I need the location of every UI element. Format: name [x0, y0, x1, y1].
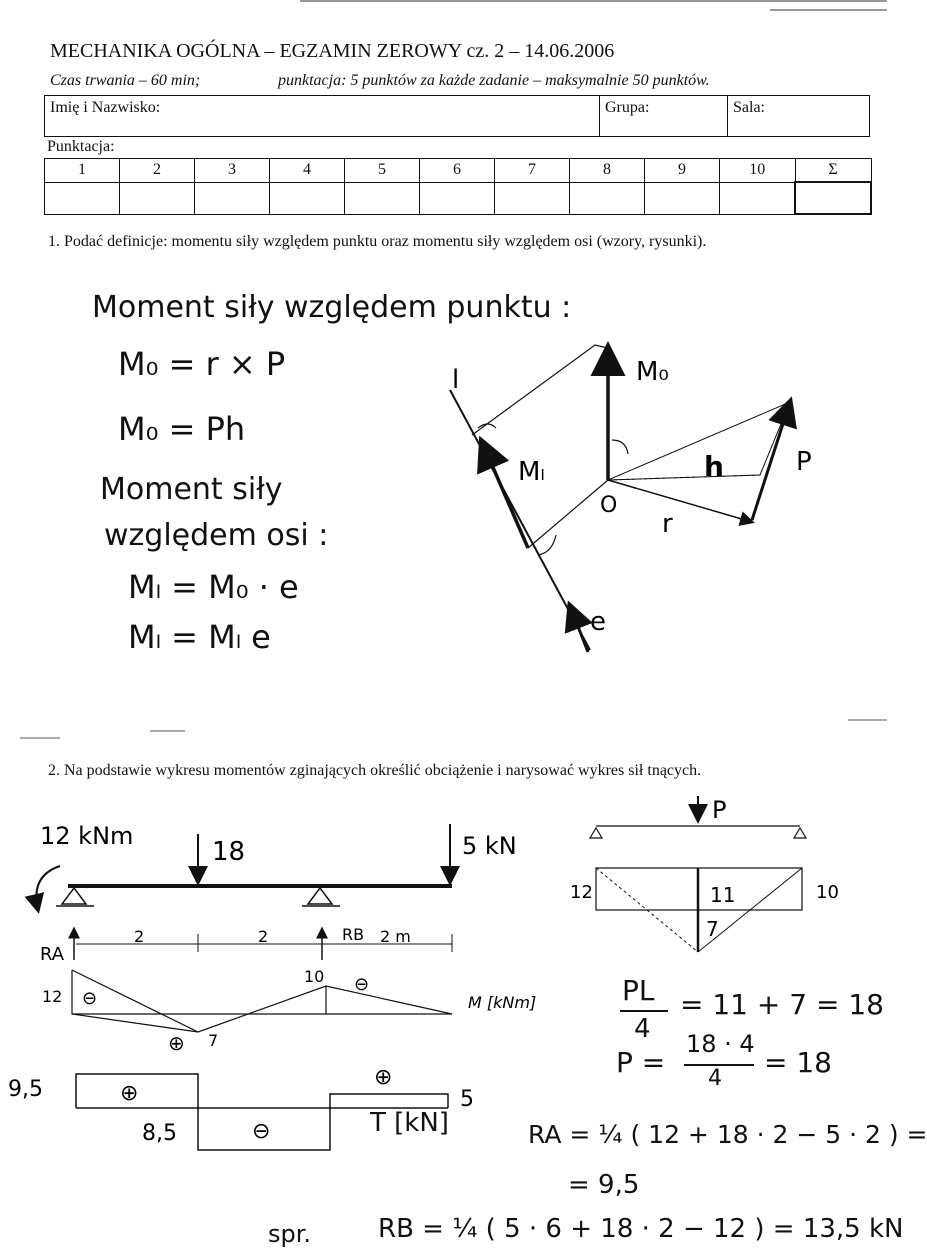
score-col-7: 7 [495, 159, 570, 183]
student-info-box [44, 95, 870, 137]
moment-sign-plus: ⊕ [168, 1031, 185, 1055]
eq2-numerator: 18 · 4 [686, 1030, 755, 1058]
score-col-sum: Σ [795, 159, 871, 183]
moment-arrow [36, 866, 60, 910]
eq2-lhs: P = [616, 1046, 666, 1079]
vector-r-arrow [608, 480, 752, 522]
name-label: Imię i Nazwisko: [50, 99, 161, 116]
shear-sign-plus-right: ⊕ [374, 1065, 393, 1090]
eq4: RB = ¼ ( 5 · 6 + 18 · 2 − 12 ) = 13,5 kN [378, 1214, 904, 1244]
side-support-right [794, 828, 806, 838]
room-label: Sala: [733, 99, 765, 116]
right-angle-mark-3 [538, 535, 556, 555]
h-triangle [608, 402, 790, 480]
vector-P-arrow [752, 402, 790, 520]
score-col-1: 1 [45, 159, 120, 183]
moment-label-left: 12 [42, 987, 63, 1006]
eq4-spr: spr. [268, 1220, 312, 1248]
shear-label-low: 8,5 [142, 1121, 177, 1146]
projection-line [528, 480, 608, 548]
score-cell-5[interactable] [345, 182, 420, 214]
score-cell-8[interactable] [570, 182, 645, 214]
label-span1: 2 [134, 927, 145, 946]
label-P: P [796, 447, 812, 477]
label-h: h [704, 450, 724, 483]
task2-question: 2. Na podstawie wykresu momentów zginających określić obciążenie i narysować wykres sił tnących. [48, 762, 702, 779]
shear-label-left: 9,5 [8, 1077, 43, 1102]
eq1-denominator: 4 [634, 1014, 651, 1044]
eq2-denominator: 4 [708, 1066, 722, 1091]
label-Ml: Mₗ [518, 457, 545, 487]
vector-e-arrow [570, 606, 588, 652]
moment-unit: M [kNm] [468, 993, 537, 1012]
score-col-3: 3 [195, 159, 270, 183]
label-force-end: 5 kN [462, 832, 517, 860]
label-r: r [662, 509, 673, 539]
score-cell-9[interactable] [645, 182, 720, 214]
task1-question: 1. Podać definicje: momentu siły względem punktu oraz momentu siły względem osi (wzory, rysunki). [48, 233, 707, 250]
label-M0: M₀ [636, 357, 669, 387]
task1-formula-scalar: M₀ = Ph [118, 410, 246, 448]
label-moment: 12 kNm [40, 822, 134, 850]
score-cell-3[interactable] [195, 182, 270, 214]
shear-unit: T [kN] [370, 1108, 449, 1138]
support-A [62, 888, 86, 904]
support-B [308, 888, 332, 904]
moment-label-peak: 10 [304, 967, 325, 986]
shear-label-right: 5 [460, 1087, 474, 1112]
name-field[interactable] [45, 96, 595, 136]
moment-figure [430, 330, 850, 670]
side-label-7: 7 [706, 917, 719, 941]
eq1-fraction-bar [620, 1010, 668, 1012]
task1-heading-axis-2: względem osi : [104, 518, 329, 553]
eq3: RA = ¼ ( 12 + 18 · 2 − 5 · 2 ) = [528, 1120, 927, 1149]
shear-sign-plus-left: ⊕ [120, 1081, 139, 1106]
score-table [44, 158, 872, 215]
label-RA: RA [40, 944, 65, 965]
moment-plane-outline [472, 345, 608, 435]
side-support-left [590, 828, 602, 838]
label-e: e [590, 607, 606, 637]
score-cell-1[interactable] [45, 182, 120, 214]
task1-heading-axis-1: Moment siły [100, 472, 283, 507]
moment-label-mid: 7 [208, 1031, 219, 1050]
exam-title: MECHANIKA OGÓLNA – EGZAMIN ZEROWY cz. 2 – 14.06.2006 [50, 40, 615, 62]
score-cell-sum[interactable] [795, 182, 871, 214]
side-sketch [560, 790, 850, 970]
label-span3: 2 m [380, 927, 411, 946]
shear-sign-minus: ⊖ [252, 1119, 271, 1144]
side-label-12: 12 [570, 882, 593, 903]
eq1-rest: = 11 + 7 = 18 [680, 988, 884, 1021]
group-label: Grupa: [605, 99, 650, 116]
label-l: l [452, 365, 460, 395]
score-col-6: 6 [420, 159, 495, 183]
score-cell-4[interactable] [270, 182, 345, 214]
score-col-9: 9 [645, 159, 720, 183]
moment-sign-minus-left: ⊖ [82, 988, 98, 1009]
label-RB: RB [342, 925, 365, 944]
exam-scoring: punktacja: 5 punktów za każde zadanie – maksymalnie 50 punktów. [278, 72, 710, 89]
task1-formula-axis-vector: Mₗ = Mₗ e [128, 618, 271, 656]
right-angle-mark-1 [478, 424, 496, 428]
exam-duration: Czas trwania – 60 min; [50, 72, 201, 89]
task1-heading-point: Moment siły względem punktu : [92, 290, 572, 325]
score-col-10: 10 [720, 159, 796, 183]
score-cell-6[interactable] [420, 182, 495, 214]
group-field[interactable] [599, 96, 727, 136]
score-col-8: 8 [570, 159, 645, 183]
score-cell-10[interactable] [720, 182, 796, 214]
score-col-5: 5 [345, 159, 420, 183]
axis-l-line [450, 390, 590, 650]
eq1-numerator: PL [622, 974, 655, 1007]
task1-formula-axis-scalar: Mₗ = M₀ · e [128, 568, 299, 606]
moment-sign-minus-right: ⊖ [354, 974, 370, 995]
score-col-4: 4 [270, 159, 345, 183]
eq2-rest: = 18 [764, 1046, 832, 1079]
task1-formula-vector: M₀ = r × P [118, 345, 286, 383]
score-label: Punktacja: [47, 138, 115, 155]
side-label-P: P [712, 796, 727, 824]
label-O: O [600, 493, 618, 518]
moment-curve [72, 970, 452, 1032]
score-cell-2[interactable] [120, 182, 195, 214]
room-field[interactable] [727, 96, 869, 136]
score-cell-7[interactable] [495, 182, 570, 214]
beam-diagrams [0, 810, 560, 1146]
right-angle-mark-2 [612, 440, 628, 454]
eq3b: = 9,5 [568, 1170, 640, 1200]
label-span2: 2 [258, 927, 269, 946]
score-col-2: 2 [120, 159, 195, 183]
side-label-11: 11 [710, 883, 736, 907]
label-force-mid: 18 [212, 837, 246, 867]
side-label-10: 10 [816, 882, 839, 903]
